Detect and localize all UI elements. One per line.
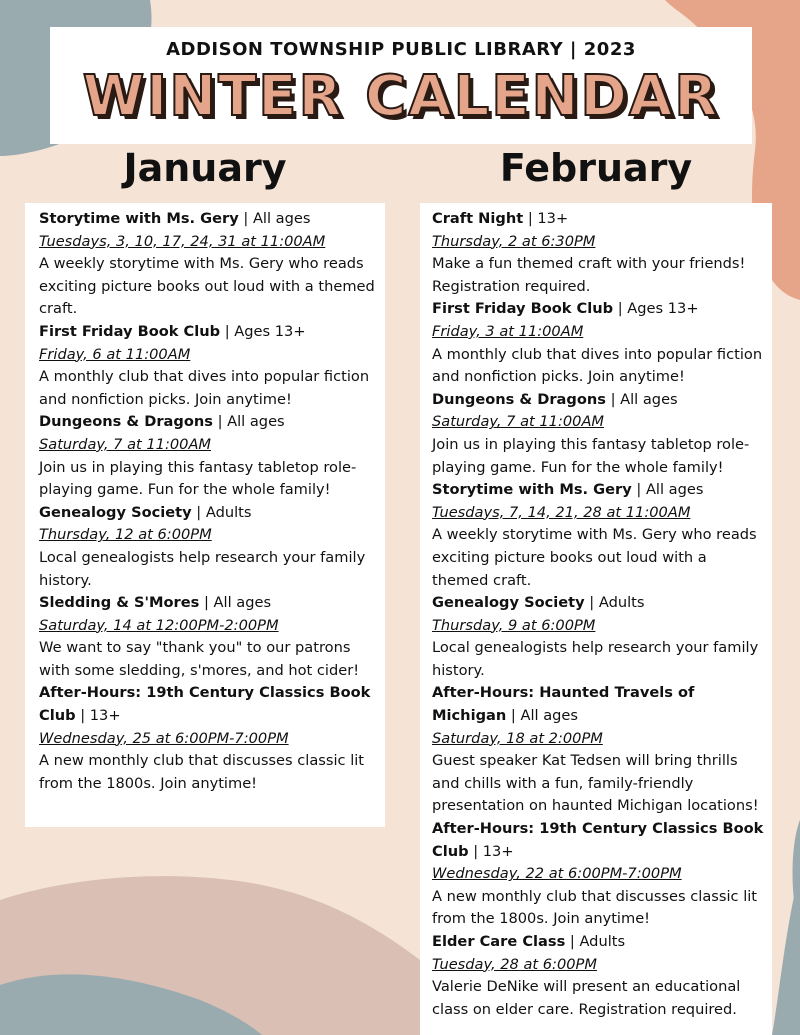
header-banner (50, 27, 752, 144)
event-description: Make a fun themed craft with your friends! Registration required. (432, 255, 746, 295)
event-item (39, 321, 375, 411)
event-description: Join us in playing this fantasy tabletop role-playing game. Fun for the whole family! (39, 458, 357, 499)
event-title: Craft Night (432, 210, 524, 227)
blue-blob-bottom-right (772, 870, 800, 1035)
event-title: Elder Care Class (432, 933, 566, 950)
event-item (432, 298, 764, 388)
library-subtitle: ADDISON TOWNSHIP PUBLIC LIBRARY | 2023 (166, 39, 636, 60)
event-title: Dungeons & Dragons (39, 413, 213, 431)
event-audience: | All ages (212, 413, 285, 431)
event-title: Genealogy Society (432, 594, 585, 612)
event-title: After-Hours: 19th Century Classics Book Club (39, 684, 371, 725)
event-title: After-Hours: Haunted Travels of Michigan (432, 684, 695, 725)
event-item (432, 479, 764, 592)
event-description: A new monthly club that discusses classic lit from the 1800s. Join anytime! (432, 887, 758, 928)
event-audience: | Ages 13+ (613, 300, 699, 318)
event-when: Tuesdays, 7, 14, 21, 28 at 11:00AM (432, 503, 691, 521)
event-audience: | 13+ (523, 210, 569, 227)
event-when: Thursday, 12 at 6:00PM (39, 526, 212, 544)
event-audience: | All ages (631, 481, 704, 499)
event-description: A monthly club that dives into popular fiction and nonfiction picks. Join anytime! (39, 368, 370, 408)
event-item (432, 818, 764, 931)
event-audience: | Adults (191, 503, 252, 521)
event-audience: | Adults (584, 594, 645, 612)
event-item (39, 411, 375, 501)
february-heading: February (499, 146, 693, 190)
event-when: Tuesday, 28 at 6:00PM (432, 955, 597, 973)
event-title: First Friday Book Club (432, 300, 614, 318)
event-description: Join us in playing this fantasy tabletop role-playing game. Fun for the whole family! (432, 435, 750, 476)
february-events-panel (420, 203, 772, 1035)
january-heading: January (123, 146, 287, 190)
event-title: Genealogy Society (39, 503, 192, 521)
event-description: Valerie DeNike will present an educational class on elder care. Registration required. (432, 978, 741, 1018)
calendar-title: WINTER CALENDAR (82, 64, 720, 129)
event-description: Local genealogists help research your family history. (432, 639, 759, 679)
event-description: A monthly club that dives into popular fiction and nonfiction picks. Join anytime! (432, 345, 763, 386)
event-when: Friday, 3 at 11:00AM (432, 322, 584, 340)
event-title: After-Hours: 19th Century Classics Book Club (432, 820, 764, 860)
event-item (432, 682, 764, 818)
event-when: Saturday, 14 at 12:00PM-2:00PM (39, 616, 279, 634)
event-audience: | All ages (605, 390, 678, 408)
event-title: Storytime with Ms. Gery (432, 481, 632, 499)
event-item (432, 208, 764, 298)
event-when: Saturday, 7 at 11:00AM (432, 413, 605, 431)
event-item (39, 208, 375, 321)
event-item (39, 682, 375, 795)
event-when: Thursday, 9 at 6:00PM (432, 616, 596, 634)
event-description: A weekly storytime with Ms. Gery who reads exciting picture books out loud with a themed craft. (432, 526, 757, 589)
event-title: Sledding & S'Mores (39, 594, 200, 612)
event-audience: | 13+ (468, 842, 514, 860)
event-when: Saturday, 18 at 2:00PM (432, 729, 603, 747)
event-when: Wednesday, 25 at 6:00PM-7:00PM (39, 729, 289, 747)
event-when: Tuesdays, 3, 10, 17, 24, 31 at 11:00AM (39, 232, 326, 250)
event-audience: | All ages (238, 210, 311, 227)
event-when: Wednesday, 22 at 6:00PM-7:00PM (432, 865, 682, 883)
event-audience: | Adults (565, 933, 626, 950)
event-when: Saturday, 7 at 11:00AM (39, 435, 212, 453)
event-item (432, 592, 764, 682)
event-title: Dungeons & Dragons (432, 390, 606, 408)
event-description: A weekly storytime with Ms. Gery who reads exciting picture books out loud with a themed craft. (39, 255, 375, 318)
event-description: Guest speaker Kat Tedsen will bring thrills and chills with a fun, family-friendly presentation on haunted Michigan locations! (432, 752, 759, 815)
event-when: Thursday, 2 at 6:30PM (432, 232, 596, 250)
event-audience: | All ages (199, 594, 272, 612)
event-item (39, 592, 375, 682)
event-audience: | 13+ (75, 707, 121, 725)
event-title: Storytime with Ms. Gery (39, 210, 239, 227)
event-item (432, 931, 764, 1021)
event-audience: | All ages (506, 707, 578, 725)
event-description: A new monthly club that discusses classic lit from the 1800s. Join anytime! (39, 752, 365, 792)
event-audience: | Ages 13+ (220, 322, 306, 340)
event-description: Local genealogists help research your family history. (39, 548, 366, 589)
event-description: We want to say "thank you" to our patrons with some sledding, s'mores, and hot cider! (39, 639, 360, 679)
event-item (39, 502, 375, 592)
event-item (432, 389, 764, 479)
january-events-panel (25, 203, 385, 827)
event-title: First Friday Book Club (39, 322, 221, 340)
event-when: Friday, 6 at 11:00AM (39, 345, 191, 363)
